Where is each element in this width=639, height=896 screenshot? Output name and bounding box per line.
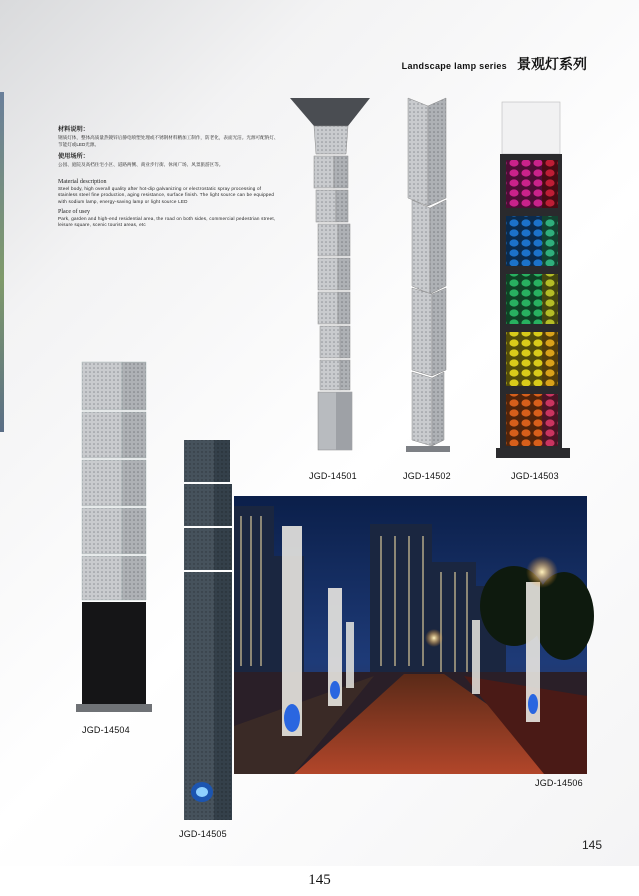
corner-page-number: 145 (581, 838, 602, 852)
lamp-14506-night-photo (234, 496, 587, 774)
usage-heading-en: Place of usey (58, 209, 90, 215)
left-edge-photo-strip (0, 92, 4, 432)
lamp-14503-image (496, 98, 570, 462)
usage-text-en: Park, garden and high-end residential area, the road on both sides, commercial pedestrian street, leisure square, scenic tourist areas, etc (58, 216, 276, 228)
lamp-14502-code: JGD-14502 (403, 471, 451, 481)
material-heading-zh: 材料说明： (58, 126, 89, 133)
material-heading-en: Material description (58, 178, 107, 185)
usage-heading-zh: 使用场所： (58, 153, 89, 161)
lamp-14501-code: JGD-14501 (309, 471, 357, 481)
material-text-zh: 钢质灯体，整体高质量热镀锌后静电喷塑处理或不锈钢材料精加工制作，防老化，表面光洁。光源可配钠灯、节能灯或LED光源。 (58, 135, 279, 147)
usage-text-zh: 公园、庭院及高档住宅小区、道路两侧、商业步行街、休闲广场、风景旅游区等。 (58, 162, 224, 168)
product-description (58, 124, 280, 229)
lamp-14503-code: JGD-14503 (511, 471, 559, 481)
page-number: 145 (308, 872, 331, 888)
series-header (402, 54, 587, 74)
lamp-14504-image (76, 358, 152, 718)
lamp-14502-image (404, 94, 452, 458)
material-text-en: Steel body, high overall quality after hot-dip galvanizing or electrostatic spray processing of stainless steel fine production, aging resistance, surface finish. The light source can be equipped with sodium lamp, energy-saving lamp or light source LED (58, 185, 275, 204)
lamp-14504-code: JGD-14504 (82, 725, 130, 735)
series-title-en: Landscape lamp series (401, 61, 507, 71)
series-title-zh: 景观灯系列 (517, 56, 587, 72)
lamp-14506-code: JGD-14506 (535, 778, 583, 788)
lamp-14501-image (288, 96, 372, 456)
lamp-14505-code: JGD-14505 (179, 829, 227, 839)
lamp-14505-image (180, 438, 236, 826)
